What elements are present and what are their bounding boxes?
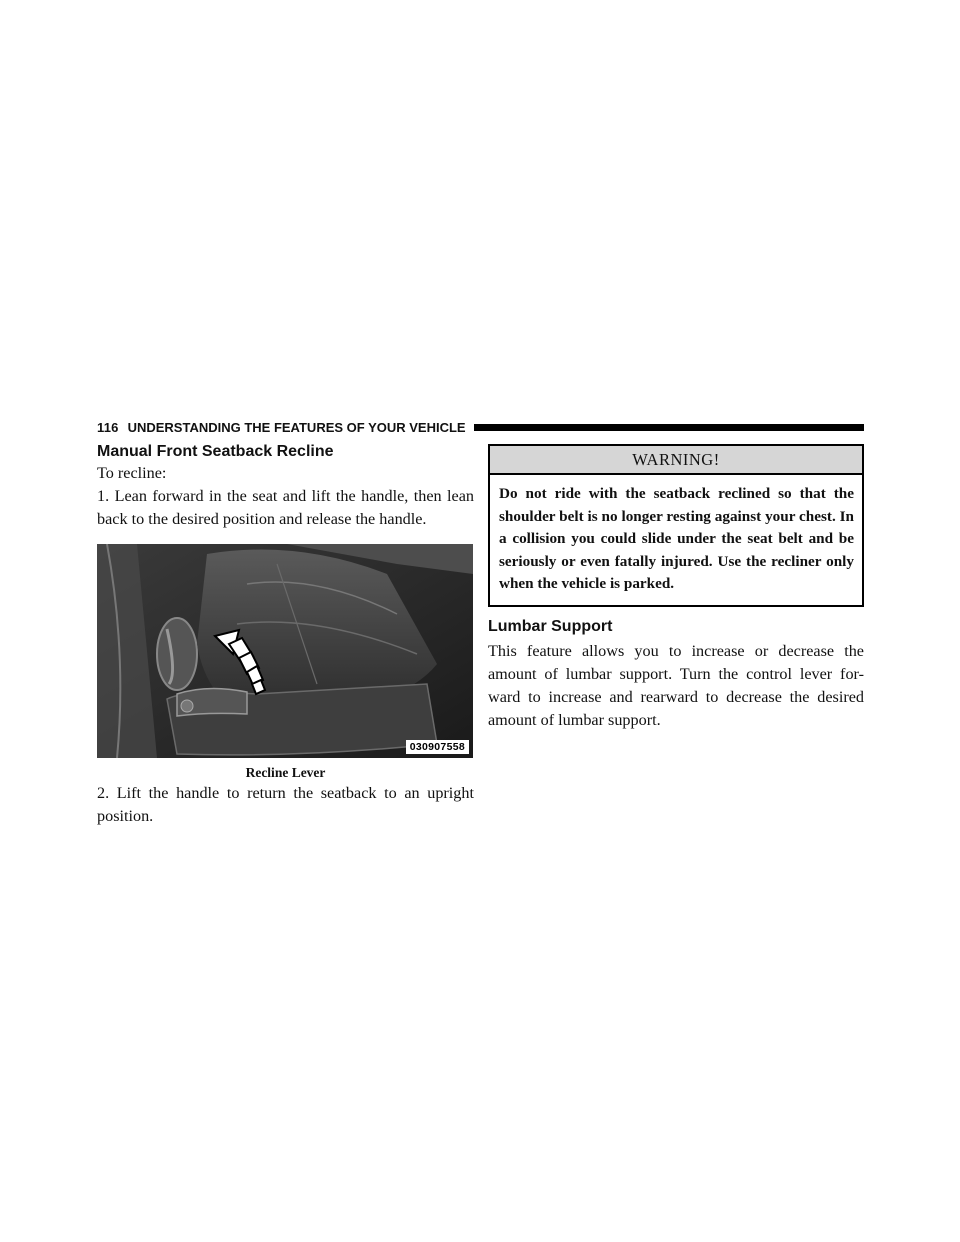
- recline-lever-photo: [97, 544, 473, 758]
- warning-box: [488, 444, 864, 607]
- figure-code: 030907558: [406, 740, 469, 754]
- warning-title: WARNING!: [490, 446, 862, 475]
- page-header: [97, 418, 864, 436]
- figure-caption: Recline Lever: [245, 765, 326, 780]
- page-number: 116: [97, 419, 119, 435]
- section-title: UNDERSTANDING THE FEATURES OF YOUR VEHICLE: [127, 419, 466, 435]
- header-rule: [474, 424, 864, 431]
- warning-text: Do not ride with the seatback reclined so that the shoulder belt is no longer resting against your chest. In a collision you could slide under the seat belt and be seriously or even fatally injured. Use the recliner only when the vehicle is parked.: [499, 485, 854, 592]
- seat-illustration: [97, 544, 473, 758]
- right-column: [488, 444, 864, 732]
- step-2-text: 2. Lift the handle to return the seatback to an upright position.: [97, 784, 474, 825]
- left-column: [97, 442, 474, 828]
- lumbar-heading: Lumbar Support: [488, 617, 613, 635]
- lumbar-text: This feature allows you to increase or decrease the amount of lumbar support. Turn the control lever for- ward to increase and rearward to decrease the desired amount of lumbar support.: [488, 641, 864, 729]
- intro-text: To recline:: [97, 464, 167, 482]
- section-heading: Manual Front Seatback Recline: [97, 443, 334, 460]
- step-1-text: 1. Lean forward in the seat and lift the handle, then lean back to the desired position and release the handle.: [97, 487, 474, 528]
